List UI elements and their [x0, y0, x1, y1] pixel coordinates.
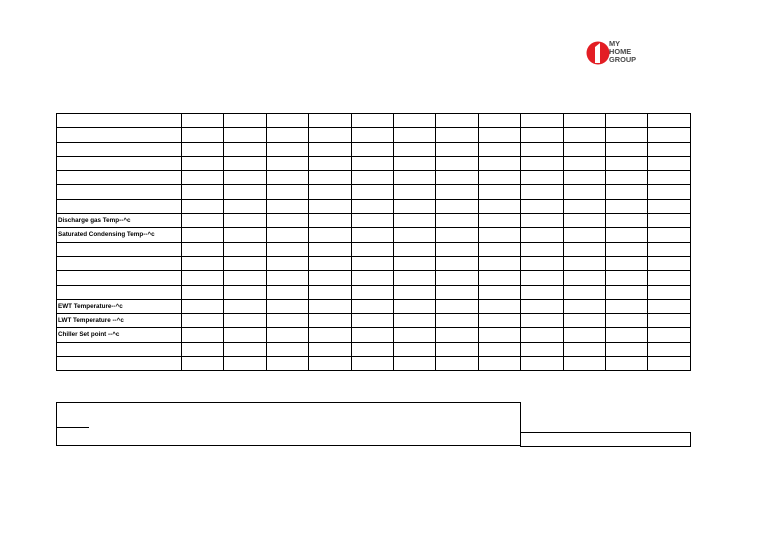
table-cell[interactable] — [182, 228, 224, 242]
table-cell[interactable] — [309, 242, 351, 256]
table-cell[interactable] — [351, 242, 393, 256]
row-label: LWT Temperature --^c — [57, 314, 182, 328]
table-cell[interactable] — [309, 314, 351, 328]
table-cell[interactable] — [521, 171, 563, 185]
table-cell[interactable] — [309, 228, 351, 242]
table-cell[interactable] — [521, 271, 563, 285]
table-cell[interactable] — [351, 156, 393, 170]
table-cell[interactable] — [266, 271, 308, 285]
table-cell[interactable] — [478, 199, 520, 213]
table-cell[interactable] — [521, 185, 563, 199]
table-row — [57, 171, 691, 185]
table-cell[interactable] — [563, 156, 605, 170]
table-cell[interactable] — [182, 171, 224, 185]
row-label — [57, 185, 182, 199]
table-cell[interactable] — [563, 228, 605, 242]
table-cell[interactable] — [266, 156, 308, 170]
row-label — [57, 156, 182, 170]
table-cell[interactable] — [182, 128, 224, 142]
table-cell[interactable] — [478, 299, 520, 313]
log-sheet-table — [56, 113, 691, 371]
table-cell[interactable] — [224, 314, 266, 328]
table-cell[interactable] — [394, 242, 436, 256]
row-label — [57, 114, 182, 128]
row-label — [57, 285, 182, 299]
table-row — [57, 299, 691, 313]
row-label: EWT Temperature--^c — [57, 299, 182, 313]
table-cell[interactable] — [309, 185, 351, 199]
table-cell[interactable] — [224, 328, 266, 342]
table-cell[interactable] — [606, 299, 648, 313]
table-cell[interactable] — [436, 357, 478, 371]
table-row — [57, 228, 691, 242]
table-cell[interactable] — [648, 285, 691, 299]
table-cell[interactable] — [309, 156, 351, 170]
table-cell[interactable] — [521, 128, 563, 142]
table-row — [57, 128, 691, 142]
table-cell[interactable] — [478, 114, 520, 128]
table-cell[interactable] — [648, 114, 691, 128]
table-cell[interactable] — [521, 256, 563, 270]
row-label: Discharge gas Temp--^c — [57, 214, 182, 228]
table-cell[interactable] — [648, 185, 691, 199]
table-cell[interactable] — [351, 199, 393, 213]
table-cell[interactable] — [563, 142, 605, 156]
table-cell[interactable] — [266, 199, 308, 213]
table-cell[interactable] — [351, 256, 393, 270]
table-cell[interactable] — [606, 171, 648, 185]
table-cell[interactable] — [478, 285, 520, 299]
table-cell[interactable] — [182, 185, 224, 199]
table-cell[interactable] — [182, 314, 224, 328]
table-cell[interactable] — [563, 171, 605, 185]
table-cell[interactable] — [309, 357, 351, 371]
table-cell[interactable] — [606, 342, 648, 356]
table-cell[interactable] — [394, 156, 436, 170]
table-cell[interactable] — [436, 228, 478, 242]
table-cell[interactable] — [182, 328, 224, 342]
table-cell[interactable] — [182, 214, 224, 228]
table-cell[interactable] — [351, 342, 393, 356]
table-cell[interactable] — [563, 314, 605, 328]
table-row — [57, 199, 691, 213]
table-cell[interactable] — [478, 314, 520, 328]
table-cell[interactable] — [309, 142, 351, 156]
table-cell[interactable] — [521, 199, 563, 213]
table-cell[interactable] — [563, 242, 605, 256]
table-cell[interactable] — [563, 299, 605, 313]
table-cell[interactable] — [606, 256, 648, 270]
table-cell[interactable] — [394, 214, 436, 228]
table-cell[interactable] — [182, 271, 224, 285]
table-row — [57, 214, 691, 228]
table-cell[interactable] — [351, 299, 393, 313]
table-cell[interactable] — [648, 128, 691, 142]
table-cell[interactable] — [478, 185, 520, 199]
table-cell[interactable] — [351, 185, 393, 199]
table-cell[interactable] — [436, 185, 478, 199]
row-label — [57, 357, 182, 371]
table-cell[interactable] — [563, 342, 605, 356]
table-cell[interactable] — [309, 285, 351, 299]
table-cell[interactable] — [224, 214, 266, 228]
table-cell[interactable] — [563, 185, 605, 199]
table-cell[interactable] — [648, 171, 691, 185]
table-cell[interactable] — [351, 214, 393, 228]
table-cell[interactable] — [182, 242, 224, 256]
table-cell[interactable] — [182, 142, 224, 156]
table-cell[interactable] — [266, 328, 308, 342]
table-cell[interactable] — [351, 128, 393, 142]
table-cell[interactable] — [521, 214, 563, 228]
table-row — [57, 357, 691, 371]
table-cell[interactable] — [309, 299, 351, 313]
table-cell[interactable] — [224, 199, 266, 213]
table-cell[interactable] — [351, 328, 393, 342]
table-row — [57, 285, 691, 299]
table-cell[interactable] — [606, 199, 648, 213]
table-cell[interactable] — [563, 256, 605, 270]
table-cell[interactable] — [266, 256, 308, 270]
table-cell[interactable] — [563, 285, 605, 299]
table-cell[interactable] — [563, 328, 605, 342]
table-cell[interactable] — [436, 142, 478, 156]
table-cell[interactable] — [606, 271, 648, 285]
table-cell[interactable] — [266, 171, 308, 185]
table-cell[interactable] — [478, 342, 520, 356]
table-cell[interactable] — [266, 357, 308, 371]
table-cell[interactable] — [351, 285, 393, 299]
table-cell[interactable] — [478, 142, 520, 156]
table-cell[interactable] — [394, 171, 436, 185]
table-cell[interactable] — [224, 156, 266, 170]
table-cell[interactable] — [606, 328, 648, 342]
table-cell[interactable] — [394, 314, 436, 328]
table-cell[interactable] — [266, 299, 308, 313]
notes-box — [56, 402, 521, 446]
table-cell[interactable] — [224, 128, 266, 142]
table-cell[interactable] — [224, 271, 266, 285]
table-cell[interactable] — [224, 171, 266, 185]
table-cell[interactable] — [563, 128, 605, 142]
row-label: Chiller Set point --^c — [57, 328, 182, 342]
table-cell[interactable] — [224, 342, 266, 356]
table-row — [57, 114, 691, 128]
table-cell[interactable] — [266, 185, 308, 199]
table-cell[interactable] — [394, 142, 436, 156]
table-cell[interactable] — [521, 156, 563, 170]
table-cell[interactable] — [309, 199, 351, 213]
table-cell[interactable] — [351, 314, 393, 328]
table-cell[interactable] — [606, 314, 648, 328]
table-cell[interactable] — [478, 357, 520, 371]
table-cell[interactable] — [351, 357, 393, 371]
table-cell[interactable] — [648, 299, 691, 313]
table-cell[interactable] — [436, 314, 478, 328]
table-cell[interactable] — [436, 114, 478, 128]
table-cell[interactable] — [224, 185, 266, 199]
table-cell[interactable] — [648, 357, 691, 371]
table-cell[interactable] — [309, 171, 351, 185]
table-cell[interactable] — [182, 342, 224, 356]
table-cell[interactable] — [436, 271, 478, 285]
table-cell[interactable] — [182, 285, 224, 299]
table-row — [57, 342, 691, 356]
table-cell[interactable] — [394, 185, 436, 199]
table-cell[interactable] — [648, 242, 691, 256]
table-cell[interactable] — [478, 228, 520, 242]
table-cell[interactable] — [266, 228, 308, 242]
table-cell[interactable] — [478, 214, 520, 228]
table-cell[interactable] — [478, 256, 520, 270]
table-cell[interactable] — [521, 357, 563, 371]
table-cell[interactable] — [394, 199, 436, 213]
table-row — [57, 242, 691, 256]
row-label — [57, 256, 182, 270]
table-cell[interactable] — [436, 171, 478, 185]
table-cell[interactable] — [266, 114, 308, 128]
table-row — [57, 328, 691, 342]
table-cell[interactable] — [394, 114, 436, 128]
table-cell[interactable] — [521, 228, 563, 242]
table-cell[interactable] — [606, 285, 648, 299]
table-cell[interactable] — [521, 242, 563, 256]
table-cell[interactable] — [478, 171, 520, 185]
table-cell[interactable] — [266, 285, 308, 299]
table-cell[interactable] — [648, 314, 691, 328]
table-cell[interactable] — [436, 156, 478, 170]
table-cell[interactable] — [563, 199, 605, 213]
row-label — [57, 171, 182, 185]
table-cell[interactable] — [606, 114, 648, 128]
table-cell[interactable] — [182, 299, 224, 313]
table-cell[interactable] — [266, 342, 308, 356]
table-cell[interactable] — [436, 256, 478, 270]
table-cell[interactable] — [521, 142, 563, 156]
table-cell[interactable] — [394, 357, 436, 371]
table-cell[interactable] — [224, 285, 266, 299]
table-row — [57, 314, 691, 328]
table-cell[interactable] — [394, 271, 436, 285]
table-cell[interactable] — [436, 342, 478, 356]
table-cell[interactable] — [606, 357, 648, 371]
table-cell[interactable] — [309, 114, 351, 128]
table-cell[interactable] — [351, 142, 393, 156]
table-cell[interactable] — [394, 128, 436, 142]
table-cell[interactable] — [436, 299, 478, 313]
table-cell[interactable] — [309, 271, 351, 285]
table-cell[interactable] — [309, 342, 351, 356]
row-label — [57, 199, 182, 213]
table-cell[interactable] — [648, 271, 691, 285]
table-cell[interactable] — [224, 142, 266, 156]
table-cell[interactable] — [224, 299, 266, 313]
table-cell[interactable] — [394, 299, 436, 313]
table-cell[interactable] — [182, 256, 224, 270]
table-cell[interactable] — [478, 271, 520, 285]
signature-box — [520, 432, 691, 447]
table-cell[interactable] — [224, 256, 266, 270]
row-label: Saturated Condensing Temp--^c — [57, 228, 182, 242]
table-cell[interactable] — [606, 128, 648, 142]
table-cell[interactable] — [266, 142, 308, 156]
table-cell[interactable] — [606, 228, 648, 242]
table-cell[interactable] — [351, 228, 393, 242]
table-cell[interactable] — [521, 314, 563, 328]
table-cell[interactable] — [266, 128, 308, 142]
table-cell[interactable] — [521, 285, 563, 299]
table-cell[interactable] — [436, 199, 478, 213]
table-cell[interactable] — [648, 342, 691, 356]
table-cell[interactable] — [182, 357, 224, 371]
table-cell[interactable] — [648, 199, 691, 213]
table-cell[interactable] — [394, 256, 436, 270]
table-cell[interactable] — [648, 256, 691, 270]
table-cell[interactable] — [309, 256, 351, 270]
table-cell[interactable] — [521, 328, 563, 342]
table-cell[interactable] — [436, 242, 478, 256]
table-cell[interactable] — [648, 214, 691, 228]
table-cell[interactable] — [521, 299, 563, 313]
table-cell[interactable] — [182, 114, 224, 128]
table-cell[interactable] — [478, 128, 520, 142]
table-cell[interactable] — [224, 242, 266, 256]
table-cell[interactable] — [563, 357, 605, 371]
table-cell[interactable] — [648, 328, 691, 342]
logo-wordmark: MY HOME GROUP — [609, 39, 637, 64]
table-row — [57, 142, 691, 156]
table-cell[interactable] — [351, 171, 393, 185]
row-label — [57, 128, 182, 142]
table-cell[interactable] — [521, 114, 563, 128]
table-cell[interactable] — [351, 114, 393, 128]
table-cell[interactable] — [224, 228, 266, 242]
table-cell[interactable] — [224, 357, 266, 371]
table-cell[interactable] — [606, 185, 648, 199]
table-cell[interactable] — [648, 228, 691, 242]
table-row — [57, 271, 691, 285]
table-cell[interactable] — [224, 114, 266, 128]
table-cell[interactable] — [309, 128, 351, 142]
table-cell[interactable] — [521, 342, 563, 356]
table-cell[interactable] — [436, 328, 478, 342]
notes-underline — [57, 427, 89, 428]
row-label — [57, 242, 182, 256]
table-cell[interactable] — [606, 242, 648, 256]
table-cell[interactable] — [394, 285, 436, 299]
table-cell[interactable] — [606, 156, 648, 170]
table-cell[interactable] — [266, 242, 308, 256]
table-cell[interactable] — [436, 214, 478, 228]
table-cell[interactable] — [394, 342, 436, 356]
table-cell[interactable] — [394, 328, 436, 342]
table-cell[interactable] — [563, 214, 605, 228]
table-cell[interactable] — [478, 242, 520, 256]
table-row — [57, 156, 691, 170]
table-cell[interactable] — [309, 214, 351, 228]
row-label — [57, 271, 182, 285]
table-cell[interactable] — [182, 156, 224, 170]
table-row — [57, 256, 691, 270]
table-cell[interactable] — [563, 271, 605, 285]
table-row — [57, 185, 691, 199]
table-cell[interactable] — [478, 156, 520, 170]
table-cell[interactable] — [606, 214, 648, 228]
table-cell[interactable] — [266, 214, 308, 228]
table-cell[interactable] — [309, 328, 351, 342]
table-cell[interactable] — [436, 285, 478, 299]
table-cell[interactable] — [563, 114, 605, 128]
table-cell[interactable] — [182, 199, 224, 213]
table-cell[interactable] — [351, 271, 393, 285]
table-cell[interactable] — [606, 142, 648, 156]
table-cell[interactable] — [648, 142, 691, 156]
table-cell[interactable] — [436, 128, 478, 142]
table-cell[interactable] — [266, 314, 308, 328]
row-label — [57, 142, 182, 156]
table-cell[interactable] — [648, 156, 691, 170]
row-label — [57, 342, 182, 356]
table-cell[interactable] — [394, 228, 436, 242]
table-cell[interactable] — [478, 328, 520, 342]
